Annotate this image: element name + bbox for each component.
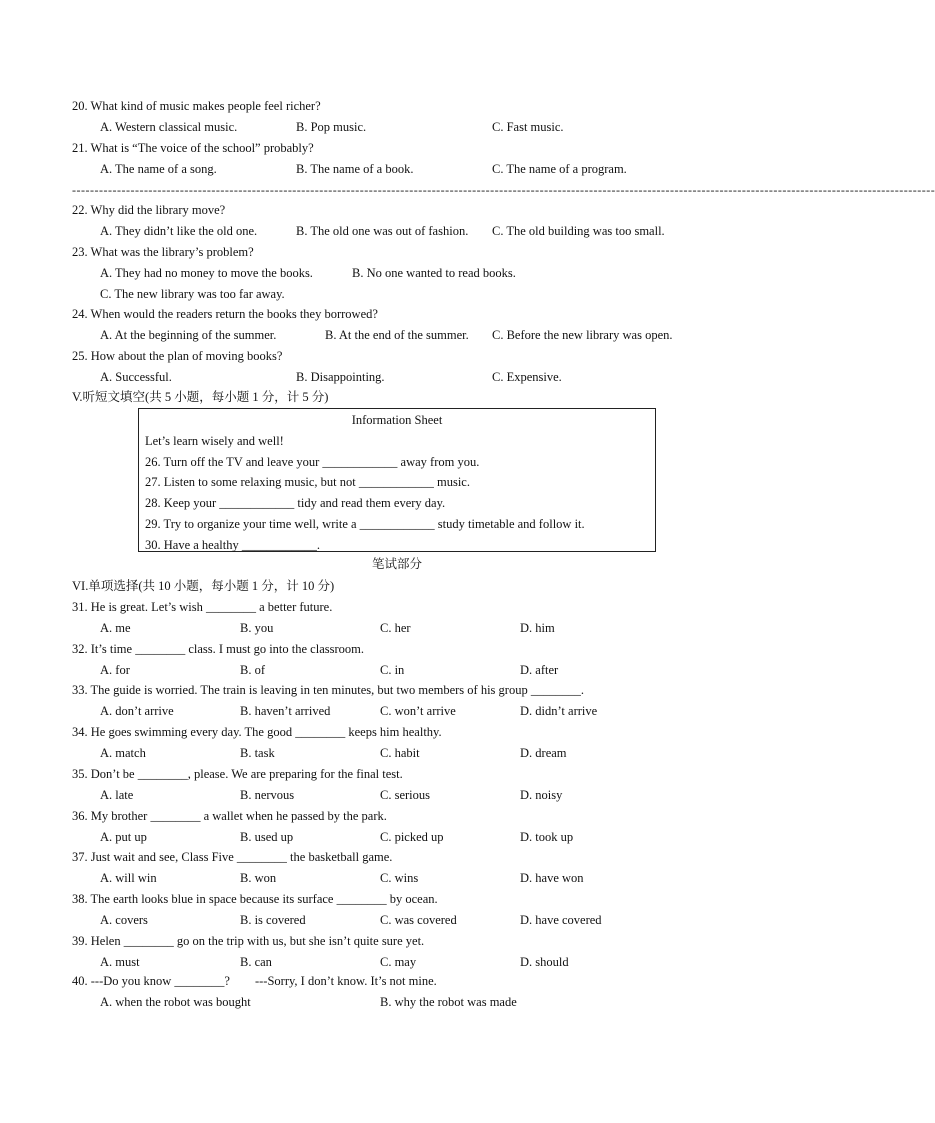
blank-line-29: 29. Try to organize your time well, write a ____________ study timetable and follow it. [145, 517, 585, 531]
option-38-b: B. is covered [240, 912, 306, 927]
option-39-a: A. must [100, 954, 140, 969]
option-35-d: D. noisy [520, 787, 563, 802]
option-33-c: C. won’t arrive [380, 704, 456, 719]
blank-line-27: 27. Listen to some relaxing music, but not ____________ music. [145, 475, 470, 489]
option-22-c: C. The old building was too small. [492, 224, 665, 238]
option-31-d: D. him [520, 621, 555, 635]
option-39-b: B. can [240, 954, 272, 969]
option-36-b: B. used up [240, 829, 294, 844]
option-35-c: C. serious [380, 787, 430, 802]
question-20: 20. What kind of music makes people feel richer? [72, 99, 321, 113]
option-40-b: B. why the robot was made [380, 995, 517, 1009]
question-34: 34. He goes swimming every day. The good ________ keeps him healthy. [72, 725, 442, 740]
question-24: 24. When would the readers return the books they borrowed? [72, 307, 378, 321]
option-22-a: A. They didn’t like the old one. [100, 224, 258, 238]
option-31-b: B. you [240, 621, 274, 635]
dashed-separator: ------------------------------------------------------------------------------------------------------------------------------------------------------------------------------------------------ [72, 183, 935, 197]
option-20-a: A. Western classical music. [100, 120, 238, 134]
written-part-title: 笔试部分 [371, 557, 422, 571]
question-31: 31. He is great. Let’s wish ________ a better future. [72, 600, 333, 614]
option-32-a: A. for [100, 662, 130, 677]
question-36: 36. My brother ________ a wallet when he passed by the park. [72, 808, 387, 823]
option-33-b: B. haven’t arrived [240, 704, 331, 719]
question-33: 33. The guide is worried. The train is leaving in ten minutes, but two members of his group ________. [72, 683, 584, 698]
question-35: 35. Don’t be ________, please. We are preparing for the final test. [72, 766, 403, 781]
option-25-c: C. Expensive. [492, 370, 562, 384]
option-23-a: A. They had no money to move the books. [100, 266, 313, 280]
option-36-d: D. took up [520, 829, 574, 844]
question-38: 38. The earth looks blue in space because its surface ________ by ocean. [72, 891, 438, 906]
section-v-heading: V.听短文填空(共 5 小题，每小题 1 分，计 5 分) [72, 390, 329, 404]
option-34-c: C. habit [380, 746, 420, 761]
option-33-d: D. didn’t arrive [520, 704, 598, 719]
option-22-b: B. The old one was out of fashion. [296, 224, 469, 238]
option-37-b: B. won [240, 871, 277, 886]
option-40-a: A. when the robot was bought [100, 995, 251, 1009]
question-40: 40. ---Do you know ________? ---Sorry, I don’t know. It’s not mine. [72, 974, 437, 988]
option-34-d: D. dream [520, 746, 567, 761]
information-sheet-intro: Let’s learn wisely and well! [145, 434, 284, 448]
option-21-b: B. The name of a book. [296, 162, 414, 176]
question-22: 22. Why did the library move? [72, 203, 226, 217]
option-35-b: B. nervous [240, 787, 295, 802]
option-37-a: A. will win [100, 871, 157, 886]
option-38-a: A. covers [100, 912, 148, 927]
option-21-a: A. The name of a song. [100, 162, 217, 176]
question-39: 39. Helen ________ go on the trip with us, but she isn’t quite sure yet. [72, 933, 425, 948]
option-31-c: C. her [380, 621, 411, 635]
information-sheet-box [138, 408, 656, 552]
blank-line-30: 30. Have a healthy ____________. [145, 538, 320, 552]
option-32-d: D. after [520, 662, 559, 677]
option-32-b: B. of [240, 662, 265, 677]
option-38-c: C. was covered [380, 912, 457, 927]
option-24-c: C. Before the new library was open. [492, 328, 673, 342]
option-20-b: B. Pop music. [296, 120, 367, 134]
option-37-c: C. wins [380, 871, 419, 886]
option-25-b: B. Disappointing. [296, 370, 385, 384]
option-37-d: D. have won [520, 871, 584, 886]
question-21: 21. What is “The voice of the school” probably? [72, 141, 314, 155]
option-36-c: C. picked up [380, 829, 444, 844]
option-39-d: D. should [520, 954, 569, 969]
option-34-b: B. task [240, 746, 275, 761]
option-23-b: B. No one wanted to read books. [352, 266, 516, 280]
option-34-a: A. match [100, 746, 146, 761]
question-32: 32. It’s time ________ class. I must go into the classroom. [72, 641, 364, 656]
question-23: 23. What was the library’s problem? [72, 245, 254, 259]
information-sheet-title: Information Sheet [351, 413, 443, 427]
option-31-a: A. me [100, 621, 131, 635]
option-32-c: C. in [380, 662, 405, 677]
question-37: 37. Just wait and see, Class Five ________ the basketball game. [72, 850, 393, 865]
blank-line-26: 26. Turn off the TV and leave your ____________ away from you. [145, 455, 480, 469]
question-25: 25. How about the plan of moving books? [72, 349, 283, 363]
option-24-b: B. At the end of the summer. [325, 328, 469, 342]
option-24-a: A. At the beginning of the summer. [100, 328, 277, 342]
blank-line-28: 28. Keep your ____________ tidy and read them every day. [145, 496, 446, 510]
option-21-c: C. The name of a program. [492, 162, 627, 176]
option-25-a: A. Successful. [100, 370, 172, 384]
option-33-a: A. don’t arrive [100, 704, 174, 719]
option-36-a: A. put up [100, 829, 147, 844]
option-23-c: C. The new library was too far away. [100, 287, 285, 301]
section-vi-heading: VI.单项选择(共 10 小题，每小题 1 分，计 10 分) [72, 579, 335, 593]
option-35-a: A. late [100, 787, 134, 802]
option-20-c: C. Fast music. [492, 120, 564, 134]
option-39-c: C. may [380, 954, 417, 969]
option-38-d: D. have covered [520, 912, 602, 927]
